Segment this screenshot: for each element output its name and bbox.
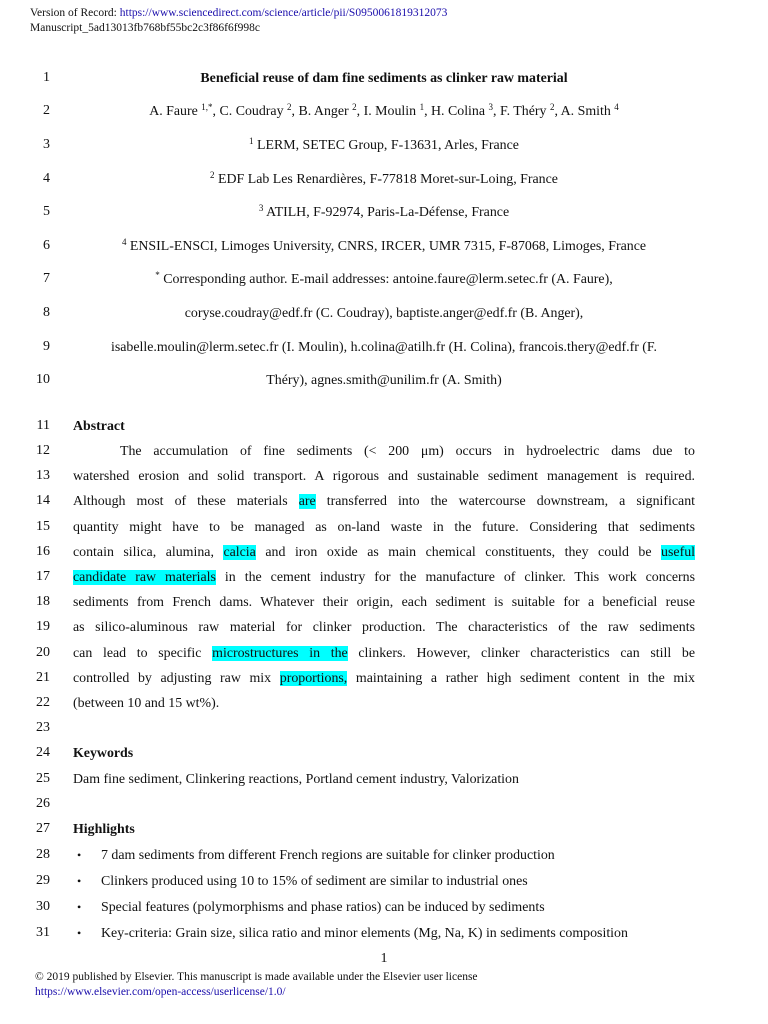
license-text: © 2019 published by Elsevier. This manuscript is made available under the Elsevier user license	[35, 971, 478, 983]
highlighted-text: microstructures in the	[212, 646, 348, 661]
line-number: 25	[36, 771, 50, 786]
line-number: 19	[36, 619, 50, 634]
highlights-heading: Highlights	[73, 822, 135, 837]
line-number: 21	[36, 670, 50, 685]
abstract-line: Although most of these materials are transferred into the watercourse downstream, a significant	[73, 494, 695, 509]
bullet-icon: •	[77, 900, 82, 914]
paper-title: Beneficial reuse of dam fine sediments as clinker raw material	[200, 71, 568, 86]
keywords-heading: Keywords	[73, 746, 134, 761]
line-number: 15	[36, 519, 50, 534]
affiliation: $^1$ LERM, SETEC Group, F-13631, Arles, France	[249, 136, 519, 153]
highlight-item: Key-criteria: Grain size, silica ratio and minor elements (Mg, Na, K) in sediments composition	[101, 926, 628, 941]
line-number: 18	[36, 594, 50, 609]
abstract-line: sediments from French dams. Whatever their origin, each sediment is suitable for a beneficial reuse	[73, 595, 695, 610]
bullet-icon: •	[77, 848, 82, 862]
bullet-icon: •	[77, 874, 82, 888]
line-number: 9	[43, 339, 50, 354]
line-number: 20	[36, 645, 50, 660]
abstract-line: quantity might have to be managed as on-land waste in the future. Considering that sediments	[73, 520, 695, 535]
email-line: Théry), agnes.smith@unilim.fr (A. Smith)	[266, 373, 502, 388]
abstract-line: candidate raw materials in the cement industry for the manufacture of clinker. This work concerns	[73, 570, 695, 585]
author: A. Smith $^4$	[560, 102, 619, 119]
line-number: 17	[36, 569, 50, 584]
line-number: 1	[43, 70, 50, 85]
author: C. Coudray $^2$,	[219, 102, 299, 119]
highlighted-text: candidate raw materials	[73, 570, 216, 585]
author: F. Théry $^2$,	[499, 102, 561, 119]
abstract-line: as silico-aluminous raw material for clinker production. The characteristics of the raw sediments	[73, 620, 695, 635]
line-number: 8	[43, 305, 50, 320]
abstract-line: (between 10 and 15 wt%).	[73, 696, 220, 711]
highlight-item: 7 dam sediments from different French regions are suitable for clinker production	[101, 848, 555, 863]
line-number: 4	[43, 171, 50, 186]
keywords-text: Dam fine sediment, Clinkering reactions, Portland cement industry, Valorization	[73, 772, 519, 787]
abstract-line: can lead to specific microstructures in the clinkers. However, clinker characteristics can still be	[73, 646, 695, 661]
line-number: 3	[43, 137, 50, 152]
version-of-record	[30, 6, 447, 20]
line-number: 30	[36, 899, 50, 914]
license-link-row	[35, 985, 286, 999]
line-number: 26	[36, 796, 50, 811]
author-list	[72, 103, 696, 120]
corresponding-author: * Corresponding author. E-mail addresses: antoine.faure@lerm.setec.fr (A. Faure),	[155, 270, 613, 287]
line-number: 27	[36, 821, 50, 836]
affiliation: $^2$ EDF Lab Les Renardières, F-77818 Moret-sur-Loing, France	[210, 170, 558, 187]
author: B. Anger $^2$,	[298, 102, 364, 119]
line-number: 5	[43, 204, 50, 219]
line-number: 28	[36, 847, 50, 862]
abstract-line: watershed erosion and solid transport. A rigorous and sustainable sediment management is required.	[73, 469, 695, 484]
line-number: 13	[36, 468, 50, 483]
author: A. Faure $^{1,*}$,	[149, 102, 220, 119]
line-number: 10	[36, 372, 50, 387]
highlighted-text: useful	[661, 545, 695, 560]
highlight-item: Special features (polymorphisms and phase ratios) can be induced by sediments	[101, 900, 545, 915]
abstract-line: contain silica, alumina, calcia and iron oxide as main chemical constituents, they could be useful	[73, 545, 695, 560]
abstract-line: controlled by adjusting raw mix proportions, maintaining a rather high sediment content in the mix	[73, 671, 696, 686]
line-number: 6	[43, 238, 50, 253]
line-number: 29	[36, 873, 50, 888]
license-link[interactable]: https://www.elsevier.com/open-access/userlicense/1.0/	[35, 986, 286, 998]
affiliation: $^4$ ENSIL-ENSCI, Limoges University, CNRS, IRCER, UMR 7315, F-87068, Limoges, France	[121, 237, 647, 254]
version-link[interactable]: https://www.sciencedirect.com/science/article/pii/S0950061819312073	[119, 7, 448, 19]
affiliation: $^3$ ATILH, F-92974, Paris-La-Défense, France	[258, 203, 510, 220]
line-number: 16	[36, 544, 50, 559]
abstract-heading: Abstract	[73, 419, 125, 434]
abstract-line: The accumulation of fine sediments (< 200 μm) occurs in hydroelectric dams due to	[120, 444, 695, 459]
highlighted-text: proportions,	[279, 671, 348, 686]
line-number: 23	[36, 720, 50, 735]
highlighted-text: are	[298, 494, 316, 509]
line-number: 2	[43, 103, 50, 118]
highlighted-text: calcia	[223, 545, 256, 560]
line-number: 31	[36, 925, 50, 940]
line-number: 24	[36, 745, 50, 760]
email-line: isabelle.moulin@lerm.setec.fr (I. Moulin), h.colina@atilh.fr (H. Colina), francois.thery@edf.fr (F.	[110, 340, 658, 355]
highlight-item: Clinkers produced using 10 to 15% of sediment are similar to industrial ones	[101, 874, 528, 889]
manuscript-id: Manuscript_5ad13013fb768bf55bc2c3f86f6f998c	[30, 22, 260, 34]
email-line: coryse.coudray@edf.fr (C. Coudray), baptiste.anger@edf.fr (B. Anger),	[184, 306, 584, 321]
line-number: 11	[36, 418, 50, 433]
bullet-icon: •	[77, 926, 82, 940]
page-number: 1	[380, 951, 388, 966]
line-number: 22	[36, 695, 50, 710]
line-number: 7	[43, 271, 50, 286]
line-number: 12	[36, 443, 50, 458]
author: I. Moulin $^1$,	[363, 102, 432, 119]
author: H. Colina $^3$,	[431, 102, 500, 119]
line-number: 14	[36, 493, 50, 508]
version-label: Version of Record:	[30, 7, 120, 19]
